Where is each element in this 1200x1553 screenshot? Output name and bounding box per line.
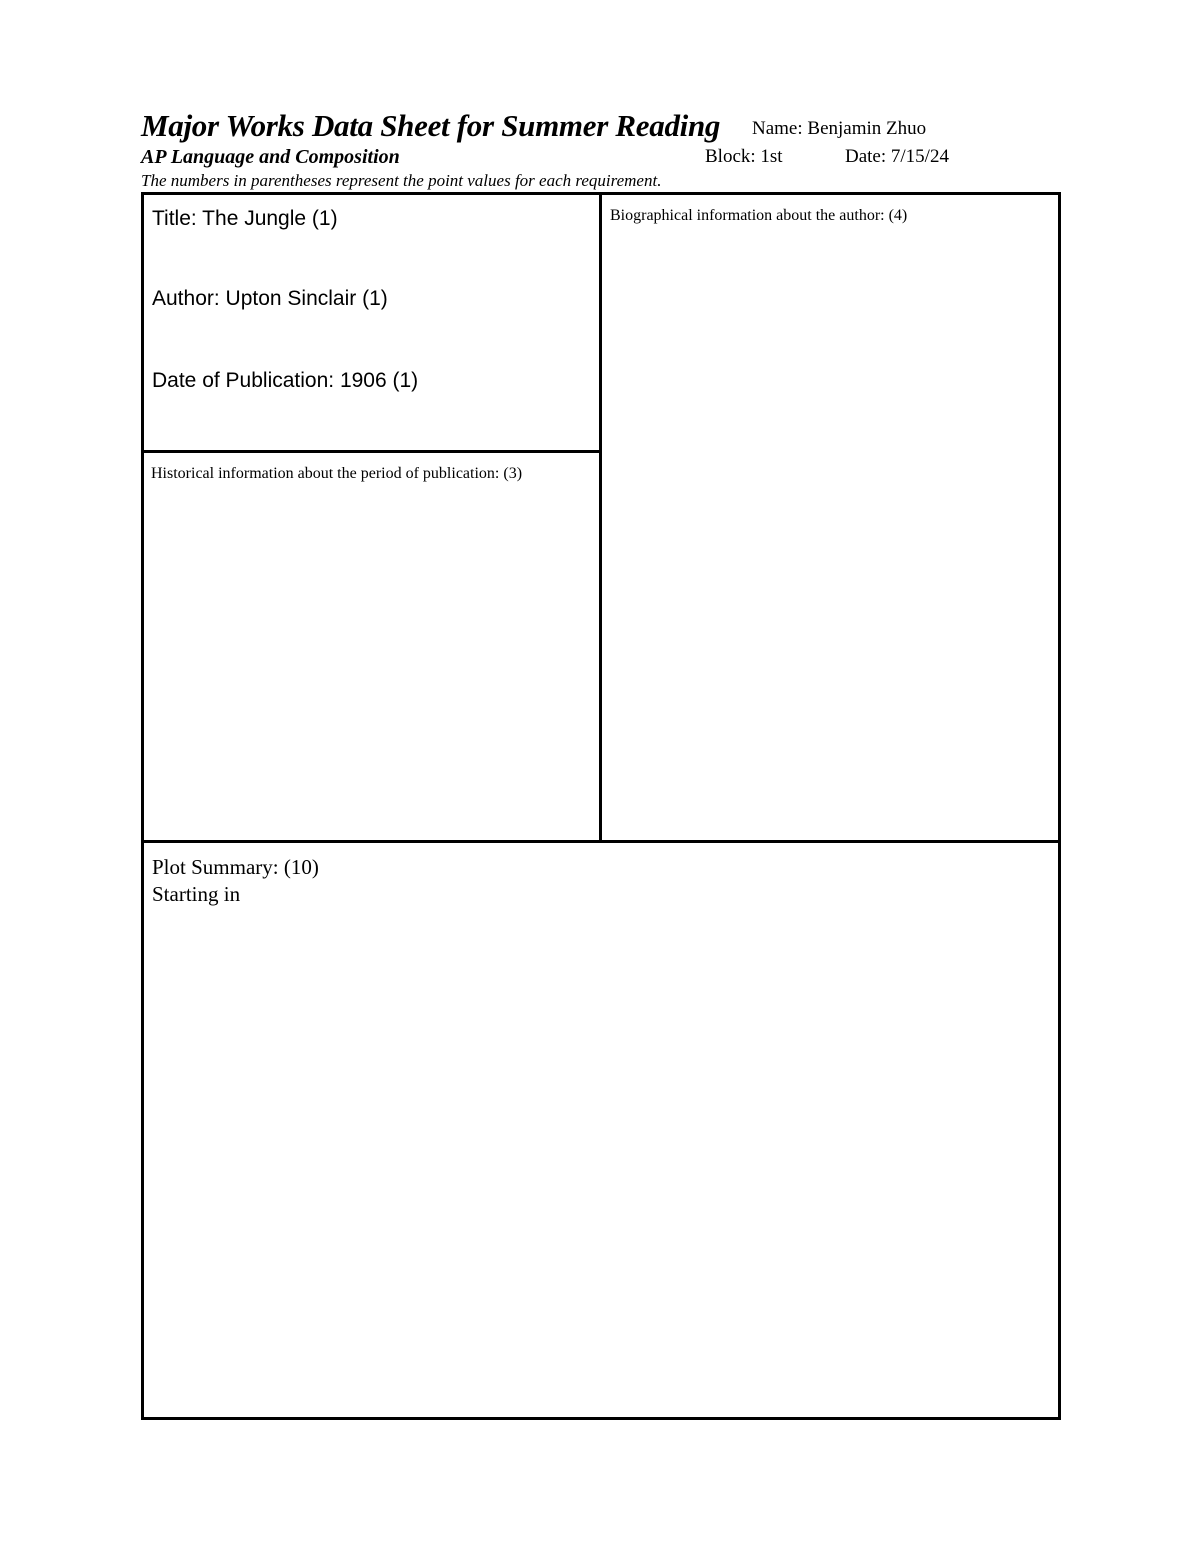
book-title-field[interactable]: Title: The Jungle (1) bbox=[152, 207, 338, 230]
info-box-divider bbox=[141, 450, 601, 453]
page-title: Major Works Data Sheet for Summer Reading bbox=[141, 108, 721, 143]
plot-summary-text[interactable]: Starting in bbox=[152, 882, 241, 906]
plot-divider bbox=[141, 840, 1061, 843]
point-values-note: The numbers in parentheses represent the point values for each requirement. bbox=[141, 171, 662, 190]
class-block: Block: 1st bbox=[705, 146, 783, 167]
course-title: AP Language and Composition bbox=[141, 146, 400, 168]
historical-info-section[interactable]: Historical information about the period of publication: (3) bbox=[151, 465, 523, 482]
student-name: Name: Benjamin Zhuo bbox=[752, 118, 927, 139]
biographical-info-section[interactable]: Biographical information about the author: (4) bbox=[610, 207, 908, 224]
vertical-divider bbox=[599, 192, 602, 842]
plot-summary-label: Plot Summary: (10) bbox=[152, 855, 319, 879]
submission-date: Date: 7/15/24 bbox=[845, 146, 949, 167]
author-field[interactable]: Author: Upton Sinclair (1) bbox=[152, 287, 388, 310]
publication-date-field[interactable]: Date of Publication: 1906 (1) bbox=[152, 369, 419, 392]
